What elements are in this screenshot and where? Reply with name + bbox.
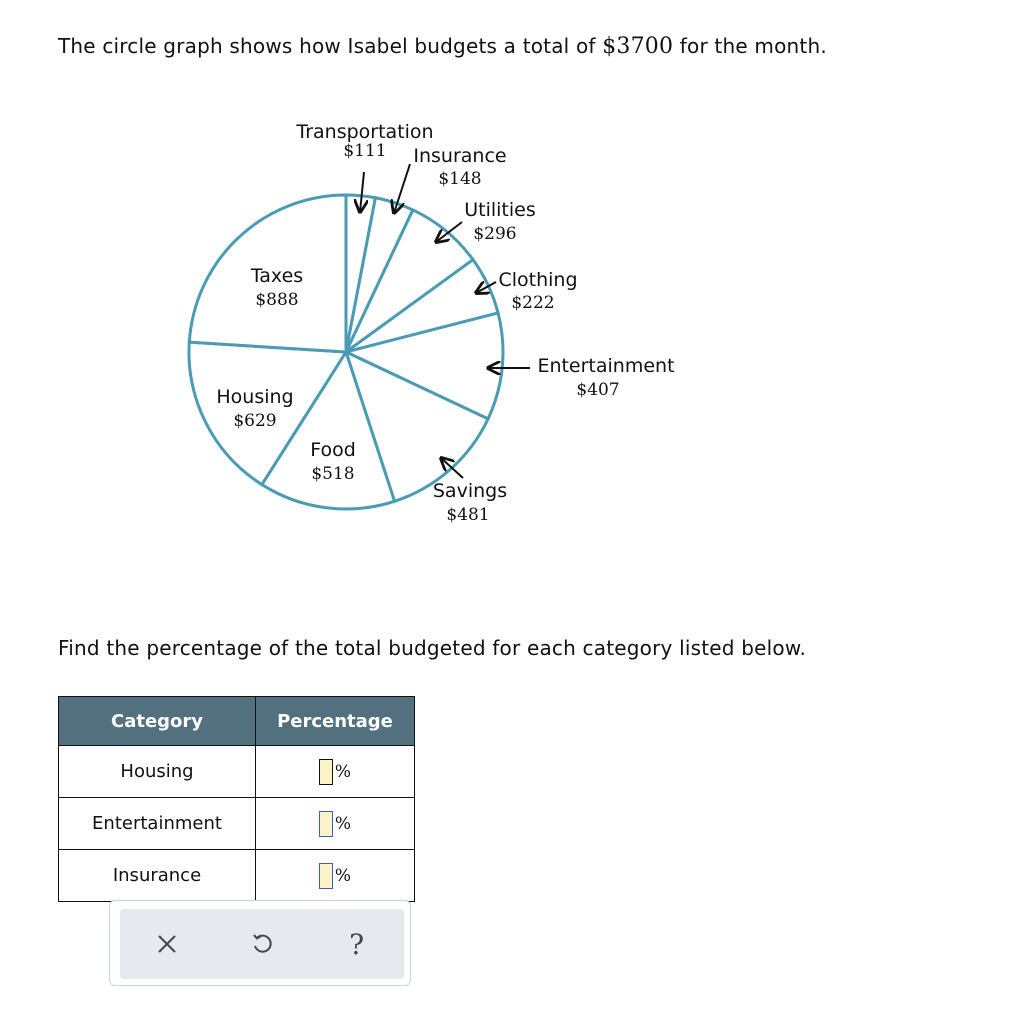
header-category: Category (59, 697, 256, 746)
entertainment-percent-input[interactable] (319, 811, 333, 837)
percentage-cell (256, 798, 415, 850)
help-icon: ? (349, 927, 365, 961)
budget-pie-chart (0, 100, 1017, 530)
pie-label-entertainment: Entertainment (537, 355, 675, 377)
prompt-total: $3700 (602, 34, 674, 59)
pie-label-insurance: Insurance (413, 145, 507, 167)
pie-label-utilities: Utilities (464, 199, 536, 221)
pie-amount-savings: $481 (446, 505, 490, 525)
pie-label-savings: Savings (432, 480, 508, 502)
pie-amount-clothing: $222 (511, 293, 555, 313)
percent-unit: % (334, 813, 352, 834)
pie-amount-food: $518 (311, 464, 355, 484)
instructions: Find the percentage of the total budgeted for each category listed below. (58, 636, 807, 660)
pie-amount-taxes: $888 (255, 290, 299, 310)
table-row (59, 850, 415, 902)
pie-label-housing: Housing (216, 386, 294, 408)
pie-label-clothing: Clothing (498, 269, 578, 291)
category-cell: Housing (59, 746, 256, 798)
undo-button[interactable] (232, 919, 292, 969)
undo-icon (250, 932, 274, 956)
pie-amount-transportation: $111 (343, 141, 387, 161)
percent-entry (319, 863, 351, 889)
pie-label-transportation: Transportation (296, 121, 434, 143)
percent-entry (319, 811, 351, 837)
percent-entry (319, 759, 351, 785)
pie-amount-housing: $629 (233, 411, 277, 431)
close-icon (156, 933, 178, 955)
table-header-row (59, 697, 415, 746)
pie-amount-entertainment: $407 (576, 380, 620, 400)
prompt-text-after: for the month. (673, 34, 827, 58)
table-row (59, 746, 415, 798)
percentage-cell (256, 850, 415, 902)
percentage-table (58, 696, 415, 902)
table-row (59, 798, 415, 850)
action-bar (120, 909, 404, 979)
pie-label-taxes: Taxes (250, 265, 304, 287)
category-cell: Insurance (59, 850, 256, 902)
pie-label-food: Food (310, 439, 356, 461)
insurance-percent-input[interactable] (319, 863, 333, 889)
percent-unit: % (334, 865, 352, 886)
help-button[interactable] (327, 919, 387, 969)
clear-button[interactable] (137, 919, 197, 969)
question-prompt (58, 34, 827, 59)
percent-unit: % (334, 761, 352, 782)
category-cell: Entertainment (59, 798, 256, 850)
housing-percent-input[interactable] (319, 759, 333, 785)
prompt-text-before: The circle graph shows how Isabel budgets a total of (58, 34, 603, 58)
percentage-cell (256, 746, 415, 798)
answer-action-panel (109, 900, 411, 986)
header-percentage: Percentage (256, 697, 415, 746)
pie-amount-utilities: $296 (473, 224, 517, 244)
pie-amount-insurance: $148 (438, 169, 482, 189)
